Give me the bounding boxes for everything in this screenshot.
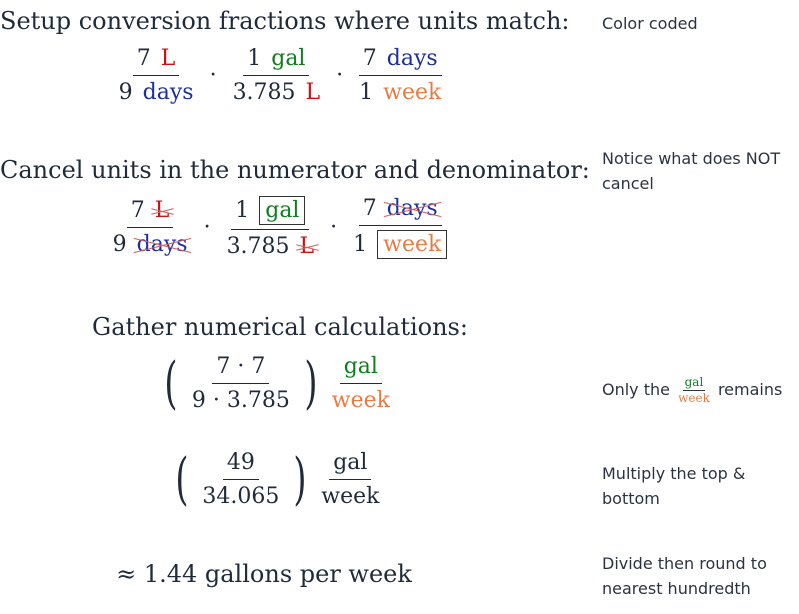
note-multiply: Multiply the top & bottom	[602, 464, 746, 508]
unit-days: days	[386, 46, 438, 71]
note-color-coded: Color coded	[602, 14, 698, 33]
step4-expression	[0, 446, 560, 512]
number: 7	[362, 46, 377, 71]
step1-expression	[0, 46, 560, 105]
denominator-product: 9 · 3.785	[191, 388, 290, 413]
note-not-cancel: Notice what does NOT cancel	[602, 149, 781, 193]
fraction-cancelled-1	[109, 198, 192, 257]
number: 7	[130, 198, 145, 223]
fraction-days-per-week	[355, 46, 445, 105]
fraction-gal-per-liters	[229, 46, 325, 105]
unit-liters: L	[160, 46, 176, 71]
unit-gal: gal	[340, 354, 382, 384]
note-text: remains	[717, 380, 783, 399]
multiply-dot: ·	[330, 215, 338, 240]
unit-liters: L	[305, 80, 321, 105]
fraction-cancelled-3	[349, 196, 451, 259]
final-result: ≈ 1.44 gallons per week	[116, 560, 412, 588]
numeric-fraction	[188, 354, 294, 413]
step3-expression	[0, 350, 560, 416]
number: 3.785	[232, 80, 296, 105]
number: 1	[359, 80, 374, 105]
cancelled-unit-days: days	[136, 232, 188, 257]
numerator-value: 49	[223, 450, 259, 480]
step2-expression	[0, 196, 560, 259]
close-paren: )	[293, 446, 307, 512]
close-paren: )	[304, 350, 318, 416]
number: 7	[362, 196, 377, 221]
cancelled-unit-days: days	[386, 196, 438, 221]
step3-heading: Gather numerical calculations:	[92, 313, 468, 341]
remaining-unit-week: week	[377, 230, 447, 259]
note-only-remains	[602, 376, 792, 405]
number: 9	[112, 232, 127, 257]
multiply-dot: ·	[336, 63, 344, 88]
multiply-dot: ·	[209, 63, 217, 88]
unit-days: days	[142, 80, 194, 105]
unit-week: week	[331, 388, 390, 413]
unit-gal: gal	[329, 450, 371, 480]
number: 9	[118, 80, 133, 105]
fraction-cancelled-2	[223, 196, 319, 259]
unit-gal: gal	[271, 46, 306, 71]
remaining-unit-gal: gal	[259, 196, 305, 225]
cancelled-unit-liters: L	[299, 234, 315, 259]
unit-gal: gal	[684, 375, 704, 389]
mini-unit-fraction	[678, 376, 710, 405]
unit-week: week	[678, 391, 710, 405]
number: 1	[235, 198, 250, 223]
multiply-dot: ·	[203, 215, 211, 240]
open-paren: (	[174, 446, 189, 512]
numeric-fraction-simplified	[198, 450, 283, 509]
denominator-value: 34.065	[202, 484, 280, 509]
number: 1	[247, 46, 262, 71]
note-divide: Divide then round to nearest hundredth	[602, 554, 767, 598]
number: 1	[353, 232, 368, 257]
cancelled-unit-liters: L	[154, 198, 170, 223]
step1-heading: Setup conversion fractions where units match:	[0, 7, 570, 35]
unit-fraction	[317, 450, 383, 509]
note-text: Only the	[602, 380, 670, 399]
unit-fraction	[328, 354, 394, 413]
numerator-product: 7 · 7	[212, 354, 269, 384]
fraction-liters-per-days	[115, 46, 198, 105]
number: 7	[136, 46, 151, 71]
number: 3.785	[226, 234, 290, 259]
unit-week: week	[321, 484, 380, 509]
open-paren: (	[164, 350, 178, 416]
unit-week: week	[383, 80, 442, 105]
step2-heading: Cancel units in the numerator and denominator:	[0, 156, 590, 184]
